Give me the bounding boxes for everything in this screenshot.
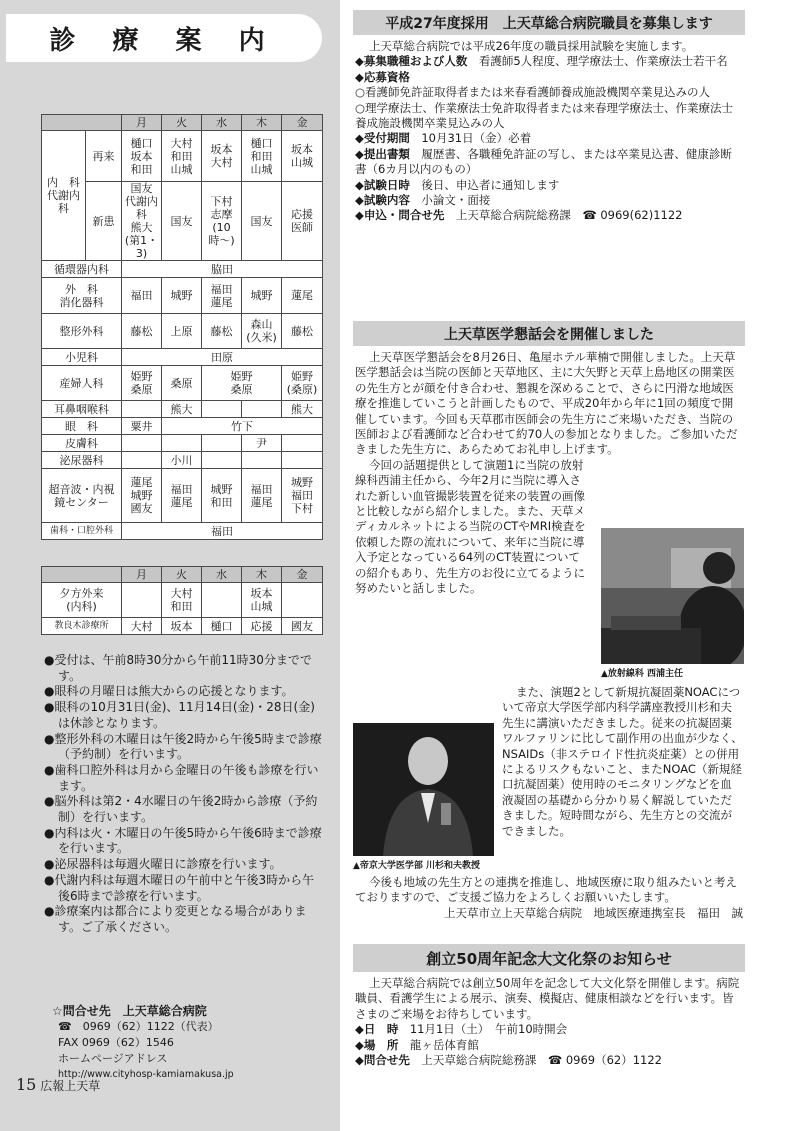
day-header: 月: [122, 115, 162, 131]
schedule-cell: 姫野 (桑原): [282, 366, 323, 401]
note-item: ●歯科口腔外科は月から金曜日の午後も診療を行います。: [44, 762, 319, 793]
exam-date-text: 後日、申込者に通知します: [409, 177, 560, 192]
documents-label: ◆提出書類: [355, 146, 410, 161]
schedule-cell: [122, 452, 162, 469]
schedule-cell: 福田: [122, 523, 323, 540]
dept-label: 小児科: [42, 349, 122, 366]
dept-label: 内 科: [47, 176, 80, 189]
schedule-cell: 蓮尾 城野 國友: [122, 469, 162, 523]
deadline-text: 10月31日（金）必着: [409, 131, 532, 146]
homepage-url[interactable]: http://www.cityhosp-kamiamakusa.jp: [58, 1069, 234, 1080]
festival-contact-label: ◆問合せ先: [355, 1053, 410, 1068]
photo-caption-1: ▲放射線科 西浦主任: [601, 669, 684, 679]
exam-content-label: ◆試験内容: [355, 193, 410, 208]
schedule-cell: 藤松: [202, 314, 242, 349]
note-item: ●泌尿器科は毎週火曜日に診療を行います。: [44, 857, 282, 872]
schedule-cell: 城野 和田: [202, 469, 242, 523]
page-title: 診 療 案 内: [6, 14, 322, 62]
photo-nishiura: [601, 528, 744, 664]
schedule-cell: 熊大: [282, 401, 323, 418]
clinic-notes: [44, 653, 326, 936]
evening-schedule-table: [41, 566, 323, 635]
qualification-label: ◆応募資格: [355, 69, 410, 84]
clinic-schedule-table: [41, 114, 323, 540]
header-empty: [42, 567, 122, 583]
medical-para-4: 今後も地域の先生方との連携を推進し、地域医療に取り組みたいと考えておりますので、ご支援ご協力をよろしくお願いいたします。: [355, 875, 737, 905]
dept-label: 産婦人科: [42, 366, 122, 401]
note-item: ●眼科の月曜日は熊大からの応援となります。: [44, 684, 294, 699]
note-item: ●代謝内科は毎週木曜日の午前中と午後3時から午後6時まで診療を行います。: [44, 872, 315, 903]
contact-tel: ☎ 0969（62）1122（代表）: [58, 1020, 219, 1033]
schedule-cell: [242, 401, 282, 418]
schedule-cell: [242, 452, 282, 469]
documents-text: 履歴書、各職種免許証の写し、または卒業見込書、健康診断書（6カ月以内のもの）: [355, 146, 732, 177]
note-item: ●眼科の10月31日(金)、11月14日(金)・28日(金)は休診となります。: [44, 700, 315, 730]
publication-name: 広報上天草: [40, 1079, 101, 1093]
schedule-cell: 姫野 桑原: [202, 366, 282, 401]
job-text: 看護師5人程度、理学療法士、作業療法士若干名: [467, 54, 728, 69]
return-label: 再来: [86, 131, 122, 182]
schedule-cell: 城野: [162, 278, 202, 314]
cell-sub: 代謝内科 熊大 (第1・3): [124, 195, 159, 260]
schedule-cell: [202, 435, 242, 452]
recruit-section: [353, 10, 745, 224]
person-photo-icon: [353, 723, 494, 856]
schedule-cell: 脇田: [122, 261, 323, 278]
day-header: 水: [202, 115, 242, 131]
contact-title: ☆問合せ先 上天草総合病院: [52, 1004, 207, 1018]
photo-kawasugi: [353, 723, 494, 856]
dept-label: 歯科・口腔外科: [42, 523, 122, 540]
note-item: ●整形外科の木曜日は午後2時から午後5時まで診療（予約制）を行います。: [44, 731, 322, 762]
exam-date-label: ◆試験日時: [355, 177, 410, 192]
new-patient-label: 新患: [86, 182, 122, 261]
schedule-cell: [122, 182, 162, 261]
dept-sublabel: 代謝内科: [47, 189, 80, 215]
schedule-cell: 上原: [162, 314, 202, 349]
person-photo-icon: [601, 528, 744, 664]
schedule-cell: [122, 435, 162, 452]
note-item: ●受付は、午前8時30分から午前11時30分までです。: [44, 653, 312, 683]
schedule-cell: 蓮尾: [282, 278, 323, 314]
contact-block: [52, 1003, 312, 1083]
schedule-cell: [202, 452, 242, 469]
cell-main: 下村: [210, 195, 233, 208]
schedule-cell: [122, 583, 162, 618]
exam-content-text: 小論文・面接: [409, 193, 491, 208]
schedule-cell: 樋口 坂本 和田: [122, 131, 162, 182]
schedule-cell: 城野: [242, 278, 282, 314]
contact-fax: FAX 0969（62）1546: [58, 1036, 174, 1049]
festival-date-label: ◆日 時: [355, 1022, 399, 1037]
schedule-cell: 国友: [162, 182, 202, 261]
day-header: 木: [242, 567, 282, 583]
schedule-cell: 粟井: [122, 418, 162, 435]
dept-label: 泌尿器科: [42, 452, 122, 469]
medical-title: 上天草医学懇話会を開催しました: [353, 321, 745, 346]
medical-para-1: 上天草医学懇話会を8月26日、亀屋ホテル華楠で開催しました。上天草医学懇話会は当院の医師と天草地区、主に大矢野と天草上島地区の開業医の先生方とが顔を付き合わせ、懇親を深めることで、さらに円滑な地域医療を推進していこうと計画したもので、平成20年から年に1回の頻度で開催しています。今回も天草郡市医師会の先生方にご来場いただき、当院の医師および看護師など合わせて約70人の参加となりました。ご参加いただきました先生方に、あらためてお礼申し上げます。: [355, 350, 738, 457]
dept-label: 教良木診療所: [42, 618, 122, 635]
day-header: 水: [202, 567, 242, 583]
medical-para-3: また、演題2として新規抗凝固薬NOACについて帝京大学医学部内科学講座教授川杉和夫先生に講演いただきました。従来の抗凝固薬ワルファリンに比して副作用の出血が少なく、NSAIDs（非ステロイド性抗炎症薬）との併用によるリスクもないこと、またNOAC（新規経口抗凝固薬）使用時のモニタリングなどを血液凝固の基礎から分かり易く解説していただきました。短時間ながら、先生方との交流ができました。: [502, 685, 743, 838]
dept-label: 循環器内科: [42, 261, 122, 278]
schedule-cell: 福田 蓮尾: [202, 278, 242, 314]
schedule-cell: 福田 蓮尾: [242, 469, 282, 523]
schedule-cell: 福田 蓮尾: [162, 469, 202, 523]
page-footer: [16, 1075, 100, 1094]
schedule-cell: 桑原: [162, 366, 202, 401]
schedule-cell: 尹: [242, 435, 282, 452]
festival-intro: 上天草総合病院では創立50周年を記念して大文化祭を開催します。病院職員、看護学生による展示、演奏、模擬店、健康相談などを行います。皆さまのご来場をお待ちしています。: [355, 976, 740, 1021]
qualification-1: ○看護師免許証取得者または来春看護師養成施設機関卒業見込みの人: [355, 85, 711, 100]
dept-label: 整形外科: [42, 314, 122, 349]
dept-label: 超音波・内視 鏡センター: [42, 469, 122, 523]
schedule-cell: 熊大: [162, 401, 202, 418]
schedule-cell: [202, 182, 242, 261]
homepage-label: ホームページアドレス: [58, 1052, 168, 1065]
recruit-title: 平成27年度採用 上天草総合病院職員を募集します: [353, 10, 745, 35]
festival-contact-text: 上天草総合病院総務課 ☎ 0969（62）1122: [409, 1053, 662, 1068]
cell-main: 国友: [130, 182, 153, 195]
medical-signature: 上天草市立上天草総合病院 地域医療連携室長 福田 誠: [444, 905, 743, 920]
schedule-cell: [122, 401, 162, 418]
note-item: ●脳外科は第2・4水曜日の午後2時から診療（予約制）を行います。: [44, 794, 318, 825]
schedule-cell: 大村 和田: [162, 583, 202, 618]
schedule-cell: 樋口 和田 山城: [242, 131, 282, 182]
apply-label: ◆申込・問合せ先: [355, 208, 445, 223]
recruit-intro: 上天草総合病院では平成26年度の職員採用試験を実施します。: [369, 39, 694, 53]
schedule-cell: 田原: [122, 349, 323, 366]
schedule-cell: [282, 452, 323, 469]
schedule-cell: 小川: [162, 452, 202, 469]
day-header: 木: [242, 115, 282, 131]
schedule-cell: 坂本 山城: [282, 131, 323, 182]
schedule-cell: 福田: [122, 278, 162, 314]
schedule-cell: 國友: [282, 618, 323, 635]
schedule-cell: 森山 (久米): [242, 314, 282, 349]
schedule-cell: 城野 福田 下村: [282, 469, 323, 523]
deadline-label: ◆受付期間: [355, 131, 410, 146]
schedule-cell: 応援 医師: [282, 182, 323, 261]
schedule-cell: 藤松: [122, 314, 162, 349]
schedule-cell: 坂本 山城: [242, 583, 282, 618]
dept-label: 外 科 消化器科: [42, 278, 122, 314]
qualification-2: ○理学療法士、作業療法士免許取得者または来春理学療法士、作業療法士養成施設機関卒業見込みの人: [355, 100, 734, 131]
page-number: 15: [16, 1075, 37, 1094]
schedule-cell: 姫野 桑原: [122, 366, 162, 401]
festival-place-text: 龍ヶ岳体育館: [398, 1037, 479, 1052]
dept-label: 耳鼻咽喉科: [42, 401, 122, 418]
schedule-cell: [282, 435, 323, 452]
schedule-cell: [202, 401, 242, 418]
day-header: 金: [282, 567, 323, 583]
medical-para-2: 今回の話題提供として演題1に当院の放射線科西浦主任から、今年2月に当院に導入された新しい血管撮影装置を従来の装置の画像と比較しながら紹介しました。また、天草メディカルネットによる当院のCTやMRI検査を依頼した際の流れについて、来年に当院に導入予定となっている64列のCT装置についての紹介もあり、先生方のお役に立てるように努めたいと話しました。: [355, 457, 586, 596]
dept-label: 眼 科: [42, 418, 122, 435]
schedule-cell: [162, 435, 202, 452]
day-header: 火: [162, 567, 202, 583]
photo-caption-2: ▲帝京大学医学部 川杉和夫教授: [353, 861, 481, 871]
schedule-cell: 竹下: [162, 418, 323, 435]
festival-place-label: ◆場 所: [355, 1037, 399, 1052]
job-label: ◆募集職種および人数: [355, 54, 468, 69]
day-header: 月: [122, 567, 162, 583]
schedule-cell: 坂本: [162, 618, 202, 635]
schedule-cell: 国友: [242, 182, 282, 261]
festival-title: 創立50周年記念大文化祭のお知らせ: [353, 944, 745, 972]
schedule-cell: [282, 583, 323, 618]
schedule-cell: 樋口: [202, 618, 242, 635]
dept-label: 皮膚科: [42, 435, 122, 452]
festival-date-text: 11月1日（土） 午前10時開会: [398, 1022, 568, 1037]
day-header: 金: [282, 115, 323, 131]
day-header: 火: [162, 115, 202, 131]
schedule-cell: [202, 583, 242, 618]
note-item: ●診療案内は都合により変更となる場合があります。ご了承ください。: [44, 904, 307, 934]
schedule-cell: 応援: [242, 618, 282, 635]
header-empty: [42, 115, 122, 131]
medical-closing: [353, 875, 745, 921]
festival-section: [353, 944, 745, 1068]
schedule-cell: 大村: [122, 618, 162, 635]
schedule-cell: 藤松: [282, 314, 323, 349]
dept-label: 夕方外来 (内科): [42, 583, 122, 618]
cell-sub: 志摩 (10時〜): [208, 208, 235, 247]
note-item: ●内科は火・木曜日の午後5時から午後6時まで診療を行います。: [44, 825, 322, 856]
apply-text: 上天草総合病院総務課 ☎ 0969(62)1122: [444, 208, 683, 223]
schedule-cell: 大村 和田 山城: [162, 131, 202, 182]
dept-naika: [42, 131, 86, 261]
schedule-cell: 坂本 大村: [202, 131, 242, 182]
